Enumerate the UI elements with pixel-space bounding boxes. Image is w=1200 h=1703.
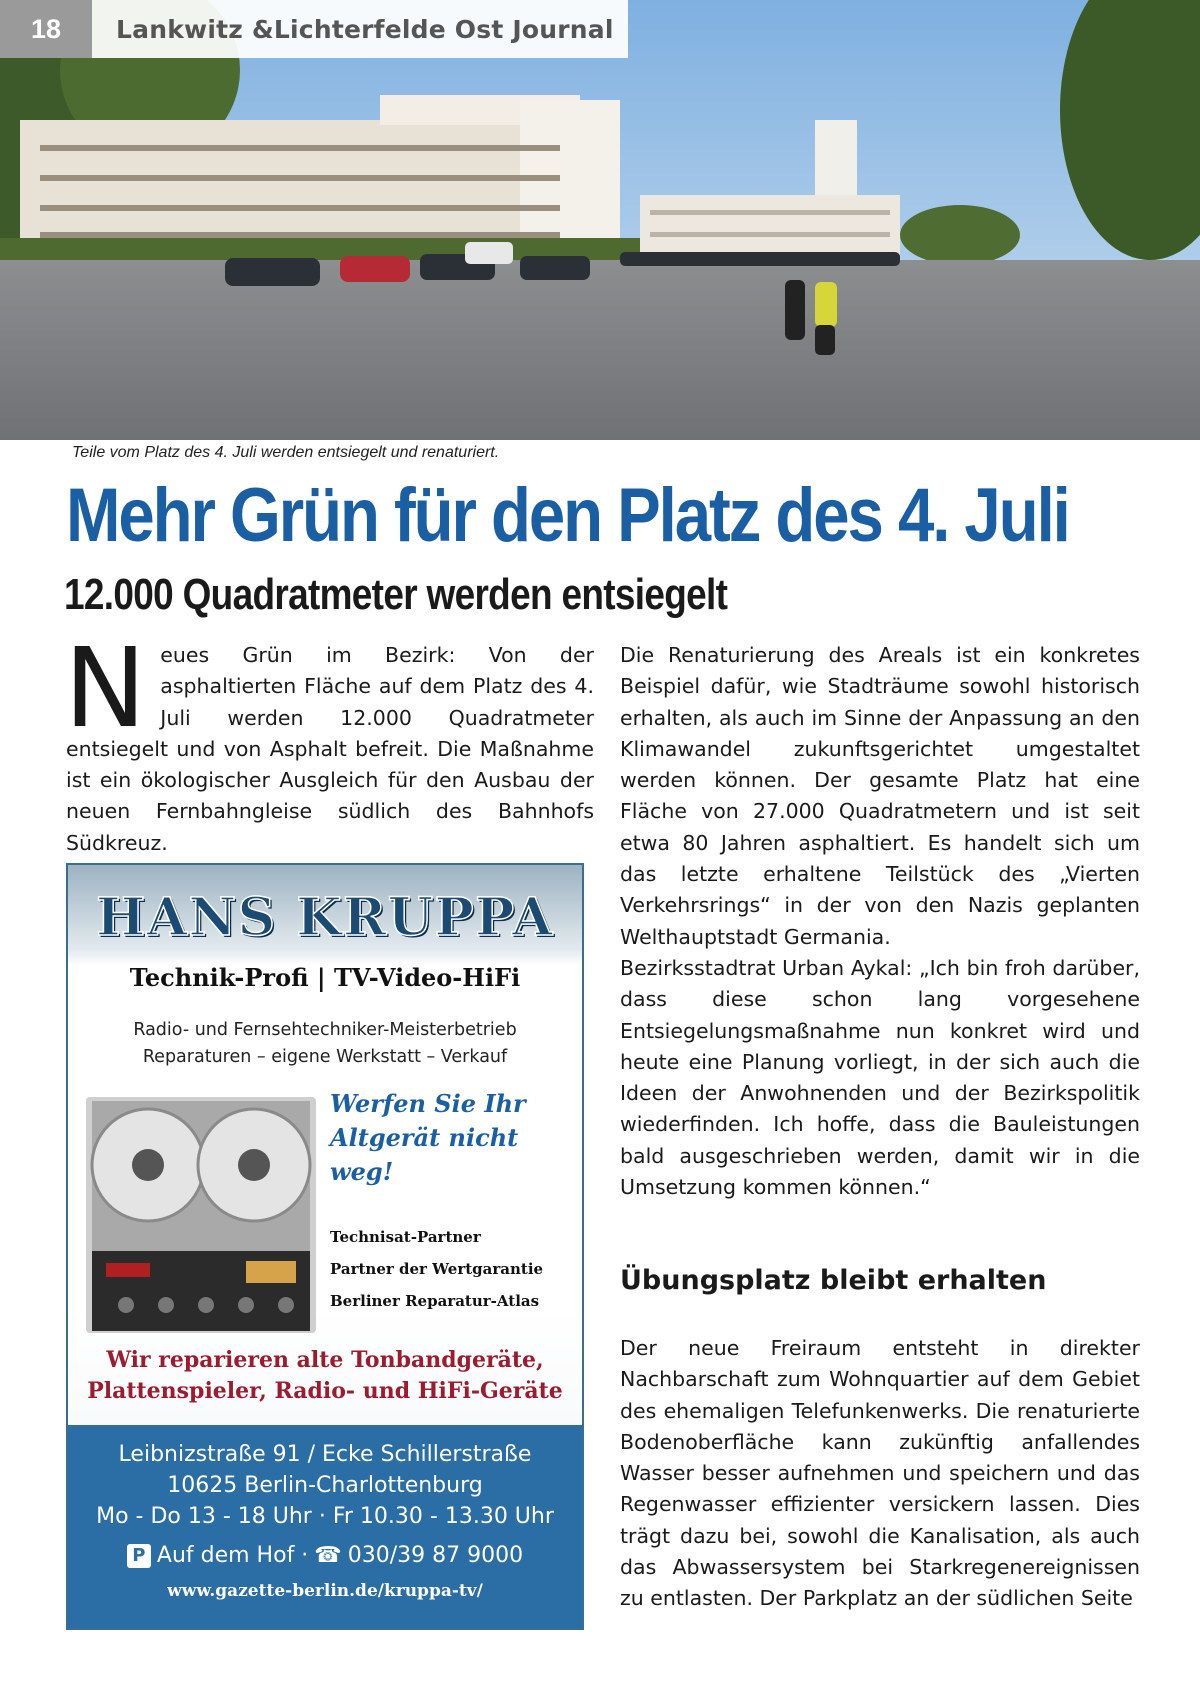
ad-tagline: Technik-Profi | TV-Video-HiFi bbox=[129, 963, 521, 992]
paragraph-3: Bezirksstadtrat Urban Aykal: „Ich bin froh darüber, dass diese schon lang vorgesehene Entsiegelungsmaßnahme nun konkret wird und heute eine Planung vorliegt, in der sich auch die Ideen der Anwohnenden und der Bezirkspolitik wiederfinden. Ich hoffe, dass die Bauleistungen bald ausgeschrieben werden, damit wir in die Umsetzung kommen können.“ bbox=[620, 955, 1140, 1200]
section-paragraph bbox=[620, 1333, 1140, 1615]
ad-repair-line-1: Wir reparieren alte Tonbandgeräte, bbox=[106, 1347, 544, 1373]
ad-opening-hours: Mo - Do 13 - 18 Uhr · Fr 10.30 - 13.30 Uhr bbox=[96, 1504, 554, 1529]
ad-description bbox=[68, 1017, 582, 1071]
tape-recorder-image bbox=[86, 1087, 316, 1333]
ad-desc-line-1: Radio- und Fernsehtechniker-Meisterbetrieb bbox=[133, 1020, 517, 1040]
ad-address-street: Leibnizstraße 91 / Ecke Schillerstraße bbox=[118, 1442, 532, 1467]
ad-parking-phone bbox=[68, 1540, 582, 1571]
partner-wertgarantie: Partner der Wertgarantie bbox=[330, 1260, 544, 1278]
ad-partners bbox=[330, 1221, 580, 1317]
journal-title: Lankwitz &Lichterfelde Ost Journal bbox=[92, 0, 628, 58]
ad-repair-text bbox=[68, 1345, 582, 1407]
ad-contact-box bbox=[68, 1425, 582, 1630]
intro-paragraph bbox=[64, 624, 594, 859]
right-column bbox=[620, 640, 1140, 1203]
partner-reparatur-atlas: Berliner Reparatur-Atlas bbox=[330, 1292, 540, 1310]
ad-phone-number[interactable]: 030/39 87 9000 bbox=[347, 1543, 524, 1568]
ad-slogan: Werfen Sie Ihr Altgerät nicht weg! bbox=[330, 1089, 526, 1186]
ad-address-city: 10625 Berlin-Charlottenburg bbox=[167, 1473, 483, 1498]
parking-icon: P bbox=[127, 1544, 151, 1568]
ad-repair-line-2: Plattenspieler, Radio- und HiFi-Geräte bbox=[87, 1378, 563, 1404]
paragraph-2: Die Renaturierung des Areals ist ein konkretes Beispiel dafür, wie Stadträume sowohl historisch erhalten, als auch im Sinne der Anpassung an den Klimawandel zukunftsgerichtet umgestaltet werden können. Der gesamte Platz hat eine Fläche von 27.000 Quadratmetern und ist seit etwa 80 Jahren asphaltiert. Es handelt sich um das letzte erhaltene Teilstück des „Vierten Verkehrsrings“ in der von den Nazis geplanten Welthauptstadt Germania. bbox=[620, 643, 1140, 949]
ad-logo: HANS KRUPPA bbox=[96, 887, 554, 948]
section-heading: Übungsplatz bleibt erhalten bbox=[620, 1265, 1047, 1296]
photo-caption: Teile vom Platz des 4. Juli werden entsiegelt und renaturiert. bbox=[72, 444, 500, 461]
page-number: 18 bbox=[0, 0, 92, 58]
paragraph-4: Der neue Freiraum entsteht in direkter Nachbarschaft zum Wohnquartier auf dem Gebiet des ehemaligen Telefunkenwerks. Die renaturierte Bodenoberfläche kann zukünftig anfallendes Wasser besser aufnehmen und speichern und das Regenwasser effizienter versickern lassen. Dies trägt dazu bei, sowohl die Kanalisation, als auch das Abwassersystem bei Starkregenereignissen zu entlasten. Der Parkplatz an der südlichen Seite bbox=[620, 1336, 1140, 1611]
partner-technisat: Technisat-Partner bbox=[330, 1228, 481, 1246]
hero-photo bbox=[0, 0, 1200, 440]
ad-desc-line-2: Reparaturen – eigene Werkstatt – Verkauf bbox=[142, 1047, 508, 1067]
article-subheadline: 12.000 Quadratmeter werden entsiegelt bbox=[64, 570, 728, 619]
intro-text: eues Grün im Bezirk: Von der asphaltierten Fläche auf dem Platz des 4. Juli werden 12.000 Quadratmeter entsiegelt und von Asphalt befreit. Die Maßnahme ist ein ökologischer Ausgleich für den Ausbau der neuen Fernbahngleise südlich des Bahnhofs Südkreuz. bbox=[66, 643, 594, 855]
advertisement bbox=[66, 863, 584, 1630]
tape-recorder-icon bbox=[86, 1087, 316, 1333]
phone-icon: ☎ bbox=[314, 1543, 342, 1568]
page-header bbox=[0, 0, 628, 58]
ad-website-link[interactable]: www.gazette-berlin.de/kruppa-tv/ bbox=[167, 1581, 483, 1601]
dropcap: N bbox=[64, 624, 147, 752]
ad-parking-text: Auf dem Hof · bbox=[156, 1543, 309, 1568]
article-headline: Mehr Grün für den Platz des 4. Juli bbox=[66, 473, 1069, 558]
hero-photo-illustration bbox=[0, 0, 1200, 440]
